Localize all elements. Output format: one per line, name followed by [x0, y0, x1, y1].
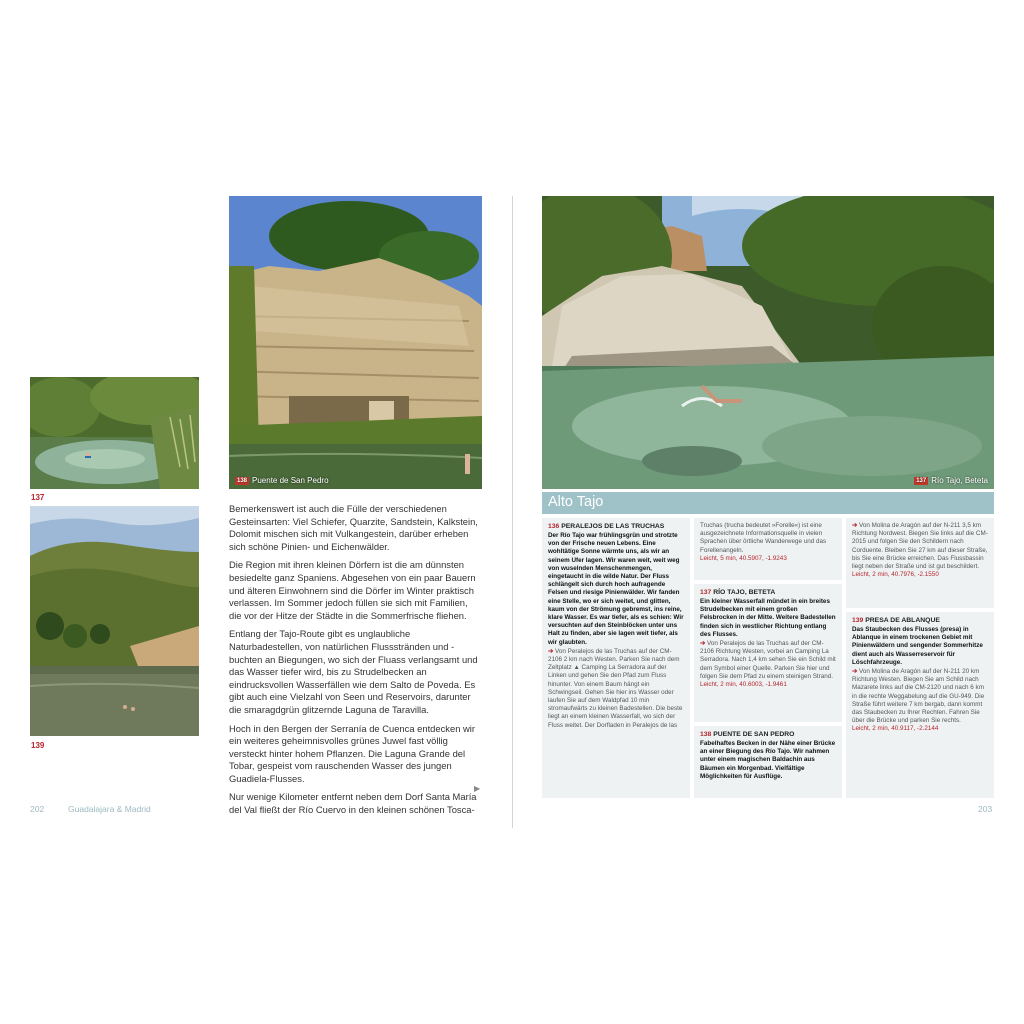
section-header-bar: [542, 492, 994, 514]
card-title: [852, 616, 988, 625]
page-number-left: 202: [30, 804, 45, 814]
card-coordinates: Leicht, 2 min, 40.9117, -2.2144: [852, 725, 939, 733]
card-route: [548, 648, 684, 730]
card-route-text: Von Molina de Aragón auf der N-211 20 km Richtung Westen. Biegen Sie am Schild nach Mazarete links auf die CM-2120 und nach 6 km in die rechte Weggabelung auf die GU-949. Die Straße führt weitere 7 km bergab, dann kommt das Staubecken zu Ihrer Rechten. Fahren Sie über die Brücke und parken Sie rechts.: [852, 668, 985, 725]
card-number: 139: [852, 617, 864, 624]
card-136: [542, 518, 690, 798]
card-coordinates: Leicht, 2 min, 40.7976, -2.1550: [852, 571, 939, 579]
card-137: [694, 584, 842, 722]
photo-caption-beteta: [914, 476, 988, 485]
card-number: 138: [700, 731, 712, 738]
card-138-continued: [846, 518, 994, 608]
card-title: [700, 730, 836, 739]
card-description: Ein kleiner Wasserfall mündet in ein breites Strudelbecken mit einem großen Felsbrocken in der Mitte. Weitere Badestellen finden sich in westlicher Richtung entlang des Flusses.: [700, 598, 836, 638]
card-136-continued: [694, 518, 842, 580]
photo-badge-139: 139: [31, 741, 45, 750]
continue-arrow-icon: ▶: [474, 784, 481, 793]
photo-rio-tajo-beteta: [542, 196, 994, 489]
card-route-text: Von Molina de Aragón auf der N-211 3,5 km Richtung Nordwest. Biegen Sie links auf die CM-2015 und folgen Sie den Schildern nach Corduente. Bleiben Sie 27 km auf dieser Straße, bis Sie eine Brücke erreichen. Das Flussbassin liegt neben der Straße und ist gut beschildert.: [852, 522, 988, 571]
running-head: Guadalajara & Madrid: [68, 804, 151, 814]
card-title-text: PERALEJOS DE LAS TRUCHAS: [561, 523, 665, 530]
arrow-icon: ➔: [852, 522, 860, 529]
card-description: Der Río Tajo war frühlingsgrün und strotzte von der Frische neuen Lebens. Eine wohltätige Sonne wärmte uns, als wir an seinem Ufer lagen. Wir waren weit, weit weg von wuselnden Menschenmengen, eingetaucht in die wilde Natur. Der Fluss schlängelt sich durch hoch aufragende Felsen und riesige Pinienwälder. Wir fanden eine Stelle, wo er sich weitet, und glitten, kaum von der Strömung gebremst, ins reine, klare Wasser. Es war tiefer, als es schien: Wir versuchten auf den Steinblöcken unter uns Halt zu finden, aber sie lagen weit tiefer, als wir glaubten.: [548, 532, 684, 646]
caption-text: Puente de San Pedro: [252, 476, 329, 485]
photo-reservoir: [30, 506, 199, 736]
card-title: [700, 588, 836, 597]
body-paragraph: Nur wenige Kilometer entfernt neben dem Dorf Santa María del Val fließt der Río Cuervo in den kleinen schönen Tosca-: [229, 791, 477, 816]
section-title: Alto Tajo: [548, 494, 604, 510]
card-138: [694, 726, 842, 798]
page-gutter: [512, 196, 513, 828]
body-paragraph: Entlang der Tajo-Route gibt es unglaubliche Naturbadestellen, von natürlichen Flussstränden und -buchten an Biegungen, wo sich der Fluass verlangsamt und das Wasser tiefer wird, bis zu Strudelbecken an eindrucksvollen Wasserfällen wie dem Salto de Poveda. Es gibt auch eine Vielzahl von Seen und Reservoirs, darunter die smaragdgrün glitzernde Laguna de Taravilla.: [229, 628, 478, 715]
card-route: [700, 640, 836, 681]
body-paragraph: Bemerkenswert ist auch die Fülle der verschiedenen Gesteinsarten: Viel Schiefer, Quarzite, Sandstein, Kalkstein, Dolomit mischen sich mit Vulkangestein, darüber erheben sich schöne Pinien- und Eichenwälder.: [229, 503, 478, 552]
card-route: [852, 668, 988, 725]
card-route: [852, 522, 988, 571]
card-route-text: Truchas (trucha bedeutet »Forelle«) ist eine ausgezeichnete Informationsquelle in vielen Sprachen über örtliche Wanderwege und das Forellenangeln.: [700, 522, 827, 554]
card-coordinates: Leicht, 2 min, 40.6003, -1.9461: [700, 681, 787, 689]
arrow-icon: ➔: [700, 640, 708, 648]
card-description: Das Staubecken des Flusses (presa) in Ablanque in einem trockenen Gebiet mit Pinienwäldern und sengender Sommerhitze dient auch als Wasserreservoir für Löschfahrzeuge.: [852, 626, 983, 666]
caption-text: Río Tajo, Beteta: [931, 476, 988, 485]
photo-puente-de-san-pedro: [229, 196, 482, 489]
arrow-icon: ➔: [852, 668, 860, 676]
body-paragraph: Die Region mit ihren kleinen Dörfern ist die am dünnsten besiedelte ganz Spaniens. Abgesehen von ein paar Bauern und älteren Einwohnern sind die Dörfer im Winter praktisch verlassen. Im Sommer jedoch füllen sie sich mit Familien, die vor der Hitze der Städte in die Sommerfrische fliehen.: [229, 559, 476, 621]
body-paragraph: Hoch in den Bergen der Serranía de Cuenca entdecken wir ein weiteres geheimnisvolles grünes Juwel fast völlig versteckt hinter hohem Pflanzen. Die Laguna Grande del Tobar, gespeist vom rauschenden Wasser des jungen Guadiela-Flusses.: [229, 722, 475, 784]
card-coordinates: Leicht, 5 min, 40.5907, -1.9243: [700, 554, 787, 562]
card-number: 136: [548, 523, 560, 530]
card-title-text: RÍO TAJO, BETETA: [713, 589, 776, 596]
card-title-text: PRESA DE ABLANQUE: [865, 617, 940, 624]
card-number: 137: [700, 589, 712, 596]
photo-caption-puente: [235, 476, 329, 485]
card-title-text: PUENTE DE SAN PEDRO: [713, 731, 795, 738]
page-number-right: 203: [978, 804, 993, 814]
caption-marker: 138: [237, 477, 248, 484]
card-route-text: Von Peralejos de las Truchas auf der CM-2106 Richtung Westen, vorbei an Camping La Serradora. Nach 1,4 km sehen Sie ein Schild mit dem Symbol einer Quelle. Parken Sie hier und folgen Sie dem Pfad zu einem steinigen Strand.: [700, 640, 836, 680]
photo-swimmer-river: [30, 377, 199, 489]
card-route-text: Von Peralejos de las Truchas auf der CM-2106 2 km nach Westen. Parken Sie nach dem Zeltplatz ▲ Camping La Serradora auf der Linken und gehen Sie den Pfad zum Fluss hinunter. Von einem Baum hängt ein Schwingseil. Gehen Sie hier ins Wasser oder laufen Sie auf dem Waldpfad 10 min stromaufwärts zu kleinen Badestellen. Die beste liegt an einem kleinen Wasserfall, wo sich der Fluss weitet. Der Dorfladen in Peralejos de las: [548, 647, 683, 729]
card-title: [548, 522, 684, 531]
caption-marker: 137: [916, 477, 927, 484]
photo-badge-137: 137: [31, 493, 45, 502]
arrow-icon: ➔: [548, 647, 556, 655]
card-139: [846, 612, 994, 798]
body-text: [229, 503, 481, 823]
card-description: Fabelhaftes Becken in der Nähe einer Brücke an einer Biegung des Río Tajo. Wir nahmen unter einem magischen Baldachin aus Bäumen ein Morgenbad. Vielfältige Möglichkeiten für Ausflüge.: [700, 740, 836, 780]
